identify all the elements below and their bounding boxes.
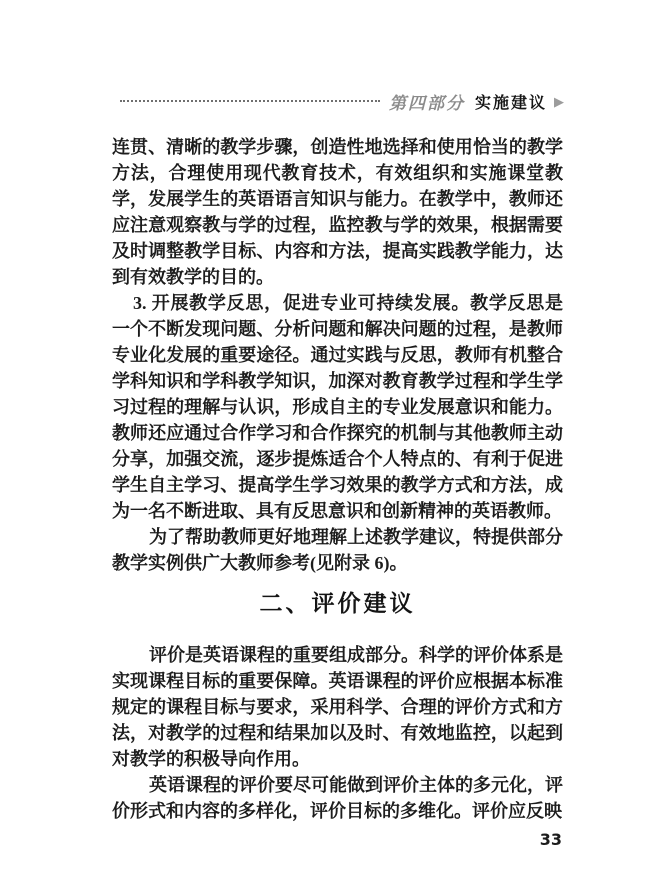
body-text-block xyxy=(112,134,563,824)
header-section-title: 实施建议 xyxy=(474,94,547,112)
paragraph-evaluation-intro: 评价是英语课程的重要组成部分。科学的评价体系是实现课程目标的重要保障。英语课程的评价应根据本标准规定的课程目标与要求，采用科学、合理的评价方式和方法，对教学的过程和结果加以及时、有效地监控，以起到对教学的积极导向作用。 xyxy=(112,645,563,769)
header-part-label: 第四部分 xyxy=(388,93,465,113)
running-header xyxy=(120,90,564,112)
page-number: 33 xyxy=(539,830,562,849)
header-dotted-line xyxy=(120,100,380,102)
right-triangle-icon: ▶ xyxy=(554,93,564,109)
section-heading-evaluation: 二、评价建议 xyxy=(259,591,416,616)
paragraph-teaching-continued: 连贯、清晰的教学步骤，创造性地选择和使用恰当的教学方法，合理使用现代教育技术，有效组织和实施课堂教学，发展学生的英语语言知识与能力。在教学中，教师还应注意观察教与学的过程，监控教与学的效果，根据需要及时调整教学目标、内容和方法，提高实践教学能力，达到有效教学的目的。 xyxy=(112,137,563,287)
paragraph-teaching-examples: 为了帮助教师更好地理解上述教学建议，特提供部分教学实例供广大教师参考(见附录 6)。 xyxy=(112,527,563,573)
paragraph-teaching-reflection: 3. 开展教学反思，促进专业可持续发展。教学反思是一个不断发现问题、分析问题和解决问题的过程，是教师专业化发展的重要途径。通过实践与反思，教师有机整合学科知识和学科教学知识，加深对教育教学过程和学生学习过程的理解与认识，形成自主的专业发展意识和能力。教师还应通过合作学习和合作探究的机制与其他教师主动分享，加强交流，逐步提炼适合个人特点的、有利于促进学生自主学习、提高学生学习效果的教学方式和方法，成为一名不断进取、具有反思意识和创新精神的英语教师。 xyxy=(112,293,563,521)
paragraph-evaluation-diversity: 英语课程的评价要尽可能做到评价主体的多元化，评价形式和内容的多样化，评价目标的多维化。评价应反映 xyxy=(112,775,563,821)
